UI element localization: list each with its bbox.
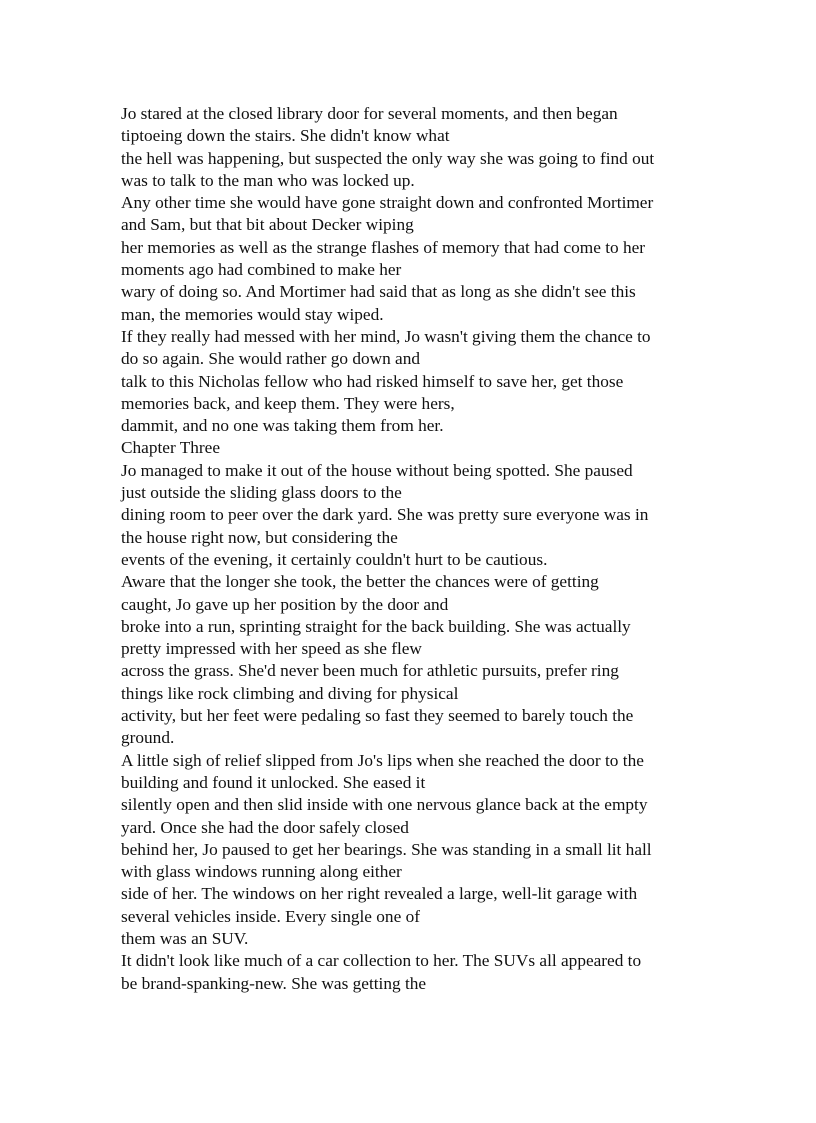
text-line: dammit, and no one was taking them from her. [121, 416, 444, 436]
text-line: silently open and then slid inside with one nervous glance back at the empty [121, 795, 648, 815]
text-line: building and found it unlocked. She eased it [121, 772, 426, 792]
text-line: broke into a run, sprinting straight for the back building. She was actually [121, 616, 631, 636]
text-line: activity, but her feet were pedaling so fast they seemed to barely touch the [121, 706, 634, 726]
text-line: side of her. The windows on her right revealed a large, well-lit garage with [121, 884, 638, 904]
text-line: behind her, Jo paused to get her bearings. She was standing in a small lit hall [121, 839, 652, 859]
text-line: memories back, and keep them. They were hers, [121, 393, 455, 413]
text-line: and Sam, but that bit about Decker wiping [121, 215, 414, 235]
text-line: man, the memories would stay wiped. [121, 304, 384, 324]
text-line: dining room to peer over the dark yard. She was pretty sure everyone was in [121, 505, 649, 525]
text-line: It didn't look like much of a car collection to her. The SUVs all appeared to [121, 951, 642, 971]
text-line: A little sigh of relief slipped from Jo's lips when she reached the door to the [121, 750, 644, 770]
text-line: events of the evening, it certainly couldn't hurt to be cautious. [121, 549, 548, 569]
text-line: Any other time she would have gone straight down and confronted Mortimer [121, 193, 654, 213]
text-line: Aware that the longer she took, the better the chances were of getting [121, 572, 599, 592]
text-line: If they really had messed with her mind, Jo wasn't giving them the chance to [121, 326, 651, 346]
document-body [121, 103, 721, 995]
text-line: across the grass. She'd never been much for athletic pursuits, prefer ring [121, 661, 619, 681]
text-line: her memories as well as the strange flashes of memory that had come to her [121, 237, 646, 257]
text-line: them was an SUV. [121, 928, 249, 948]
text-line: Jo stared at the closed library door for several moments, and then began [121, 104, 618, 123]
text-line: do so again. She would rather go down and [121, 349, 421, 369]
chapter-heading: Chapter Three [121, 438, 221, 458]
text-line: talk to this Nicholas fellow who had risked himself to save her, get those [121, 371, 624, 391]
text-line: the house right now, but considering the [121, 527, 398, 547]
text-line: the hell was happening, but suspected the only way she was going to find out [121, 148, 655, 168]
text-line: things like rock climbing and diving for physical [121, 683, 459, 703]
text-line: just outside the sliding glass doors to the [121, 483, 402, 503]
text-line: Jo managed to make it out of the house without being spotted. She paused [121, 460, 633, 480]
text-line: several vehicles inside. Every single one of [121, 906, 420, 926]
text-line: wary of doing so. And Mortimer had said that as long as she didn't see this [121, 282, 636, 302]
text-line: pretty impressed with her speed as she flew [121, 639, 422, 659]
text-line: yard. Once she had the door safely closed [121, 817, 409, 837]
text-line: was to talk to the man who was locked up. [121, 170, 415, 190]
text-line: ground. [121, 728, 175, 748]
text-line: tiptoeing down the stairs. She didn't know what [121, 126, 450, 146]
text-line: be brand-spanking-new. She was getting the [121, 973, 427, 993]
text-line: moments ago had combined to make her [121, 260, 402, 280]
text-line: with glass windows running along either [121, 862, 402, 882]
text-line: caught, Jo gave up her position by the door and [121, 594, 449, 614]
